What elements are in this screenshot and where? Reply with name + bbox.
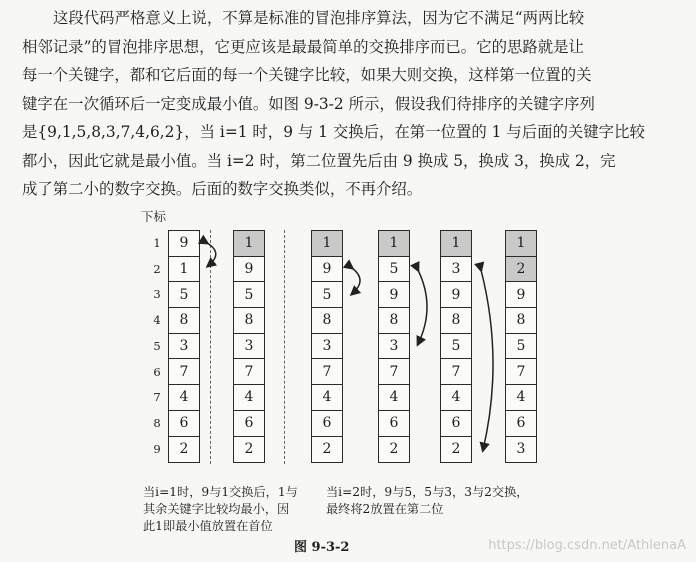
array-cell: 8 bbox=[169, 308, 199, 334]
array-cell: 7 bbox=[312, 359, 342, 385]
array-cell: 5 bbox=[169, 282, 199, 308]
array-cell: 3 bbox=[169, 334, 199, 360]
array-cell: 8 bbox=[441, 308, 471, 334]
swap-arrow-3-2 bbox=[481, 270, 493, 450]
caption-line: 其余关键字比较均最小，因 bbox=[143, 502, 290, 516]
index-label: 7 bbox=[153, 390, 161, 405]
array-cell: 8 bbox=[234, 308, 264, 334]
array-cell: 6 bbox=[169, 411, 199, 437]
array-cell: 5 bbox=[441, 334, 471, 360]
index-label: 9 bbox=[153, 441, 161, 456]
array-cell: 8 bbox=[506, 308, 536, 334]
watermark: https://blog.csdn.net/AthlenaA bbox=[488, 538, 686, 553]
paragraph-line: 每一个关键字，都和它后面的每一个关键字比较，如果大则交换，这样第一位置的关 bbox=[22, 66, 592, 84]
array-cell: 5 bbox=[506, 334, 536, 360]
index-label: 3 bbox=[153, 287, 161, 302]
array-cell: 1 bbox=[506, 231, 536, 257]
index-label: 8 bbox=[153, 415, 161, 430]
array-cell: 5 bbox=[379, 257, 409, 283]
array-cell: 1 bbox=[441, 231, 471, 257]
array-cell: 2 bbox=[179, 441, 189, 458]
array-cell: 6 bbox=[441, 411, 471, 437]
array-cell: 1 bbox=[234, 231, 264, 257]
array-cell: 3 bbox=[234, 334, 264, 360]
array-cell: 1 bbox=[169, 257, 199, 283]
caption-line: 当i=2时，9与5，5与3，3与2交换， bbox=[326, 485, 529, 499]
array-cell: 6 bbox=[234, 411, 264, 437]
array-cell: 2 bbox=[244, 441, 254, 458]
array-cell: 7 bbox=[441, 359, 471, 385]
index-label: 4 bbox=[153, 313, 161, 328]
index-header: 下标 bbox=[141, 209, 167, 224]
index-label: 5 bbox=[153, 338, 161, 353]
array-cell: 4 bbox=[506, 385, 536, 411]
array-cell: 7 bbox=[379, 359, 409, 385]
array-cell: 4 bbox=[379, 385, 409, 411]
array-cell: 8 bbox=[312, 308, 342, 334]
array-cell: 9 bbox=[379, 282, 409, 308]
caption-right bbox=[326, 484, 528, 518]
caption-line: 此1即最小值放置在首位 bbox=[143, 519, 273, 533]
array-cell: 4 bbox=[234, 385, 264, 411]
array-cell: 4 bbox=[441, 385, 471, 411]
array-cell: 2 bbox=[389, 441, 399, 458]
array-cell: 4 bbox=[169, 385, 199, 411]
array-cell: 9 bbox=[312, 257, 342, 283]
paragraph-line: 都小，因此它就是最小值。当 i=2 时，第二位置先后由 9 换成 5，换成 3，换成 2，完 bbox=[22, 151, 616, 170]
array-cell: 1 bbox=[379, 231, 409, 257]
array-cell: 2 bbox=[451, 441, 461, 458]
array-cell: 6 bbox=[312, 411, 342, 437]
caption-line: 当i=1时，9与1交换后，1与 bbox=[143, 485, 298, 499]
array-cell: 2 bbox=[322, 441, 332, 458]
array-cell: 3 bbox=[312, 334, 342, 360]
array-cell: 3 bbox=[441, 257, 471, 283]
array-cell: 1 bbox=[312, 231, 342, 257]
array-cell: 6 bbox=[379, 411, 409, 437]
array-cell: 9 bbox=[234, 257, 264, 283]
array-cell: 6 bbox=[506, 411, 536, 437]
index-label: 2 bbox=[153, 261, 161, 276]
index-label: 6 bbox=[153, 364, 161, 379]
paragraph-line: 这段代码严格意义上说，不算是标准的冒泡排序算法，因为它不满足“两两比较 bbox=[53, 9, 585, 27]
paragraph-line: 相邻记录”的冒泡排序思想，它更应该是最最简单的交换排序而已。它的思路就是让 bbox=[22, 37, 584, 56]
array-cell: 9 bbox=[506, 282, 536, 308]
array-cell: 3 bbox=[516, 441, 526, 458]
array-cell: 3 bbox=[379, 334, 409, 360]
array-cell: 7 bbox=[506, 359, 536, 385]
index-label: 1 bbox=[153, 236, 161, 250]
swap-arrow-9-1 bbox=[207, 243, 216, 266]
paragraph-line: 成了第二小的数字交换。后面的数字交换类似，不再介绍。 bbox=[22, 180, 423, 198]
array-cell: 4 bbox=[312, 385, 342, 411]
caption-left bbox=[143, 484, 298, 535]
paragraph-line: 是{9,1,5,8,3,7,4,6,2}，当 i=1 时，9 与 1 交换后，在第一位置的 1 与后面的关键字比较 bbox=[22, 123, 645, 141]
array-cell: 2 bbox=[506, 257, 536, 283]
caption-line: 最终将2放置在第二位 bbox=[326, 502, 444, 516]
swap-arrow-9-5 bbox=[352, 268, 360, 294]
figure-title: 图 9-3-2 bbox=[294, 540, 350, 555]
array-cell: 7 bbox=[234, 359, 264, 385]
array-cell: 8 bbox=[379, 308, 409, 334]
paragraph-line: 键字在一次循环后一定变成最小值。如图 9-3-2 所示，假设我们待排序的关键字序列 bbox=[22, 94, 595, 113]
array-cell: 7 bbox=[169, 359, 199, 385]
array-cell: 5 bbox=[234, 282, 264, 308]
array-cell: 9 bbox=[441, 282, 471, 308]
array-cell: 9 bbox=[169, 231, 199, 257]
swap-arrow-5-3 bbox=[418, 270, 427, 344]
array-cell: 5 bbox=[312, 282, 342, 308]
